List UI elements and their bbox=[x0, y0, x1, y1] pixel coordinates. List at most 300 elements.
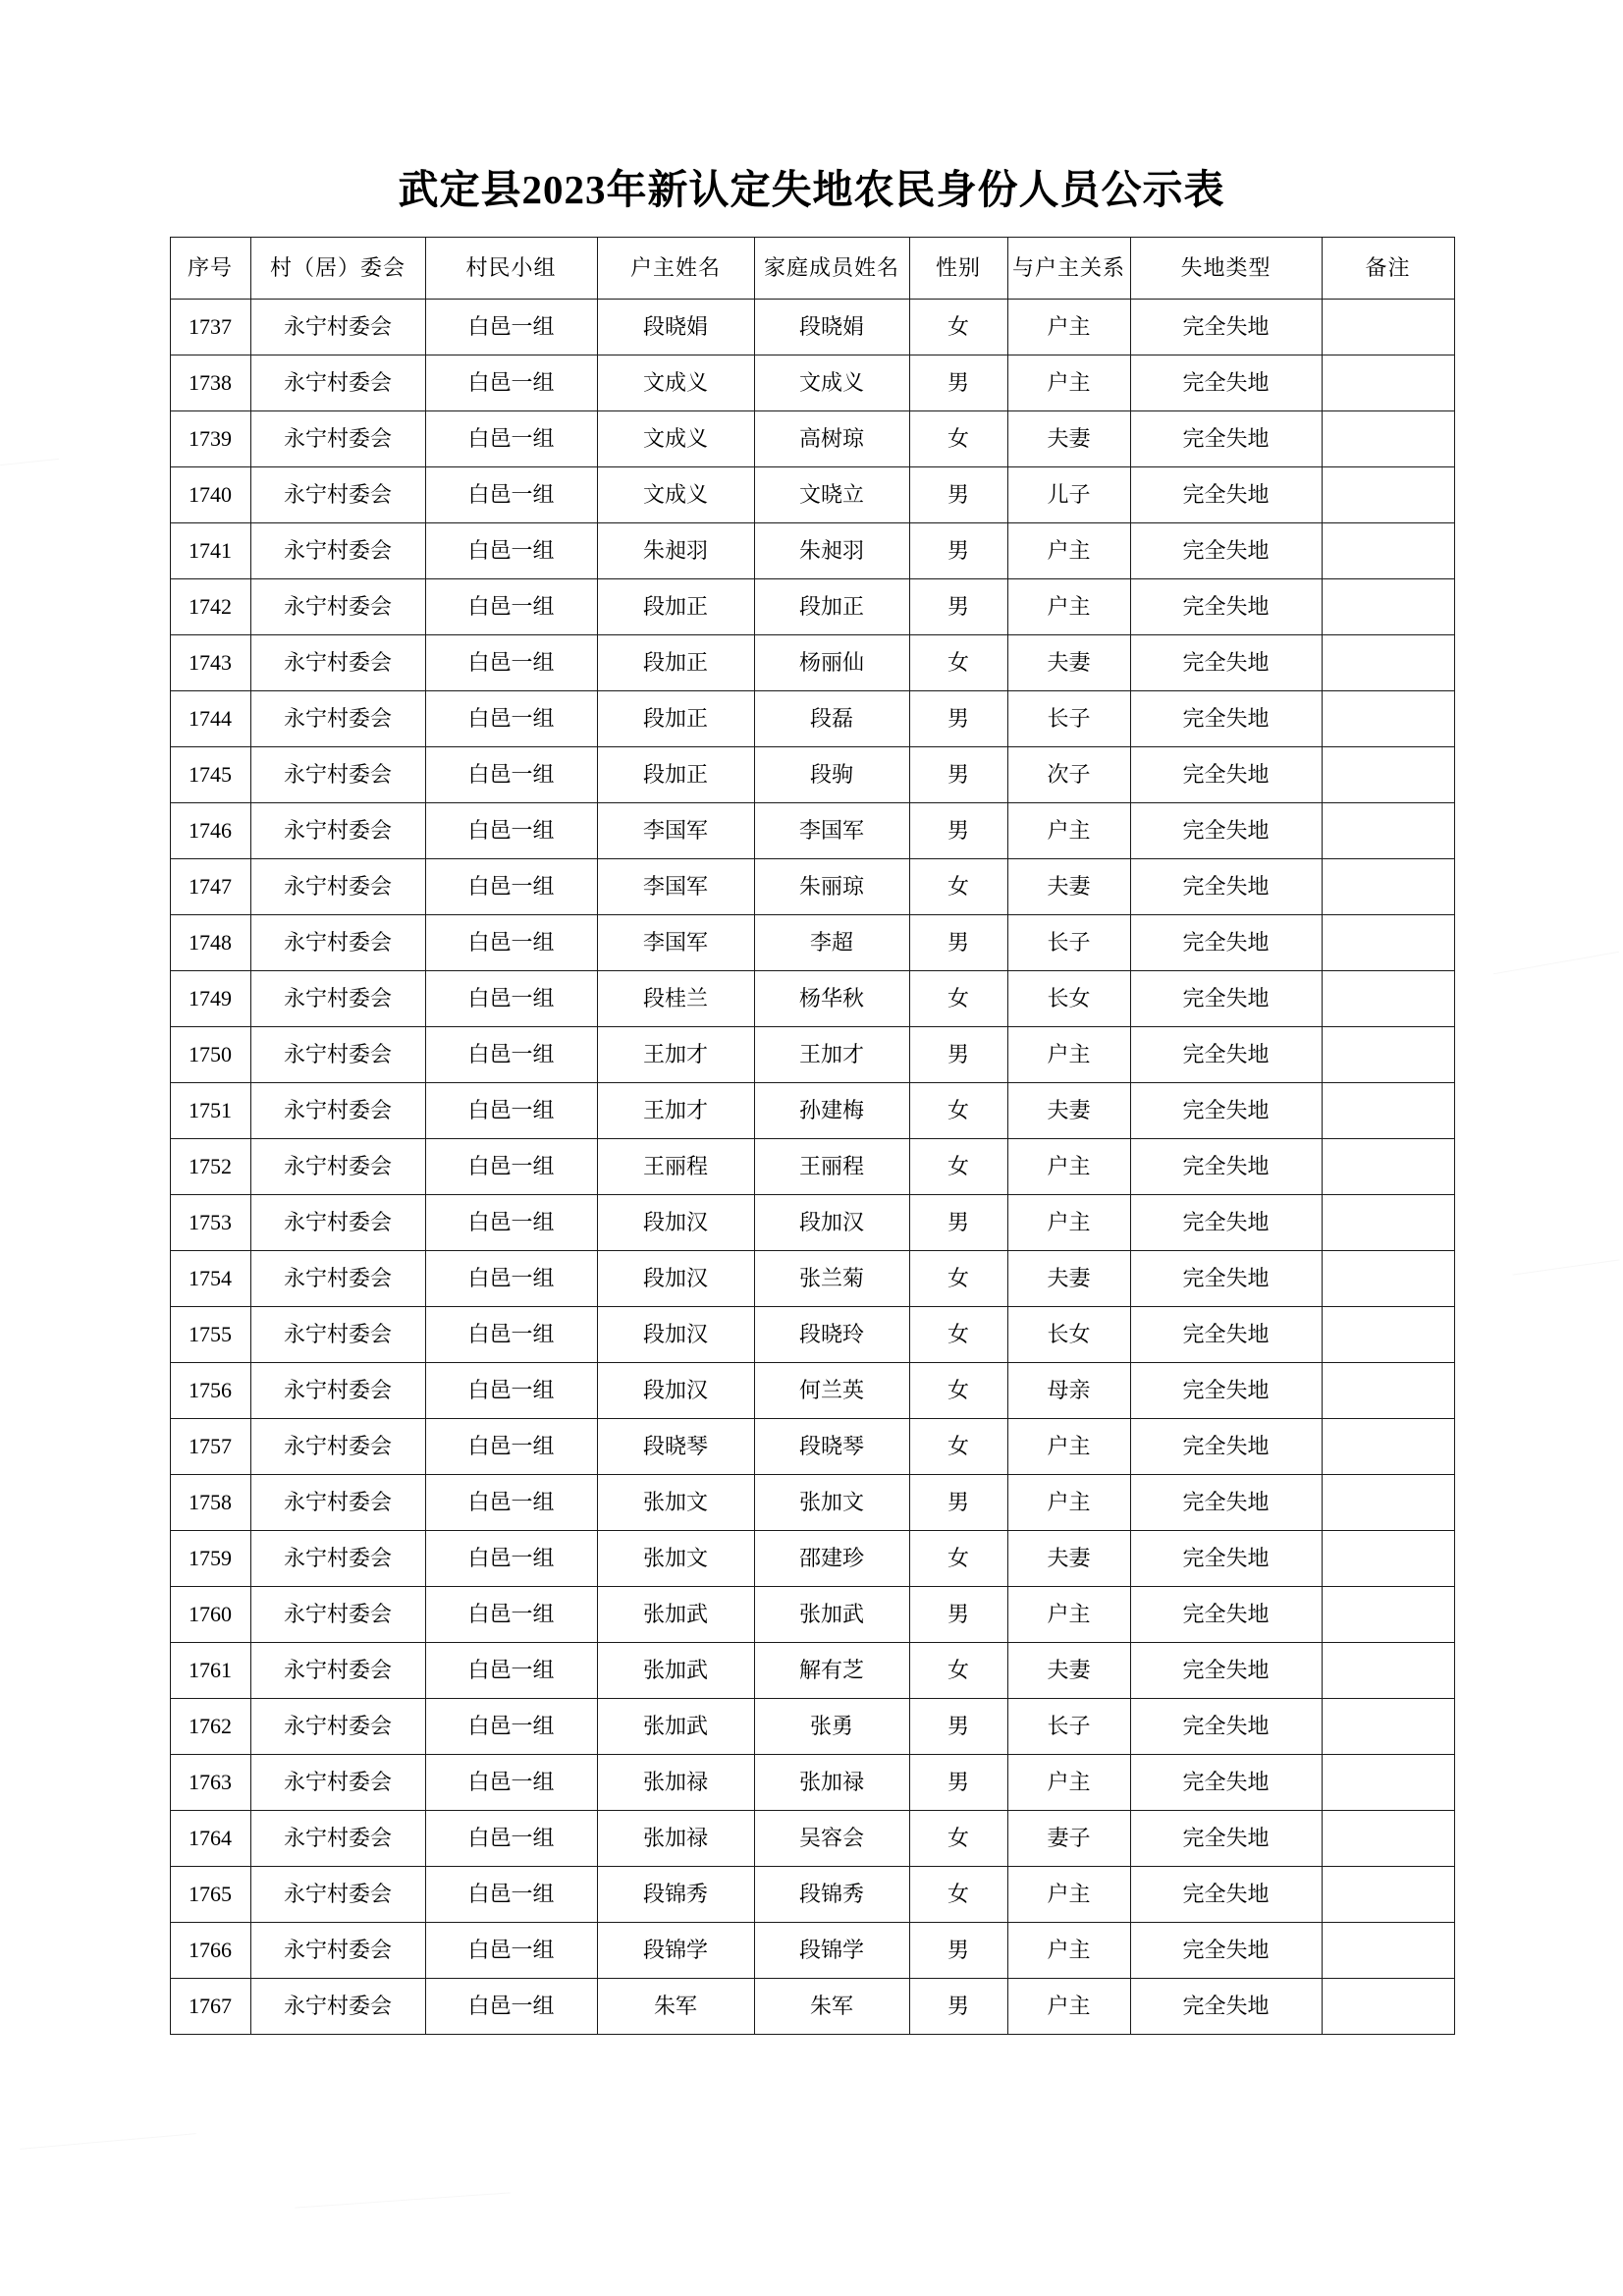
cell-remark bbox=[1322, 1195, 1454, 1251]
cell-village: 永宁村委会 bbox=[250, 803, 425, 859]
cell-remark bbox=[1322, 1867, 1454, 1923]
cell-village: 永宁村委会 bbox=[250, 1419, 425, 1475]
cell-index: 1743 bbox=[170, 635, 250, 691]
cell-landloss-type: 完全失地 bbox=[1130, 1419, 1322, 1475]
cell-landloss-type: 完全失地 bbox=[1130, 1195, 1322, 1251]
cell-village: 永宁村委会 bbox=[250, 1811, 425, 1867]
cell-group: 白邑一组 bbox=[425, 1531, 597, 1587]
table-row bbox=[170, 1195, 1454, 1251]
cell-landloss-type: 完全失地 bbox=[1130, 1307, 1322, 1363]
cell-member: 杨华秋 bbox=[754, 971, 909, 1027]
cell-group: 白邑一组 bbox=[425, 691, 597, 747]
cell-village: 永宁村委会 bbox=[250, 523, 425, 579]
cell-member: 段驹 bbox=[754, 747, 909, 803]
table-row bbox=[170, 915, 1454, 971]
cell-village: 永宁村委会 bbox=[250, 1643, 425, 1699]
cell-gender: 男 bbox=[909, 579, 1007, 635]
cell-group: 白邑一组 bbox=[425, 1923, 597, 1979]
cell-member: 张加文 bbox=[754, 1475, 909, 1531]
cell-village: 永宁村委会 bbox=[250, 1139, 425, 1195]
column-header-remark: 备注 bbox=[1322, 238, 1454, 300]
cell-relation: 户主 bbox=[1007, 579, 1130, 635]
table-row bbox=[170, 1587, 1454, 1643]
table-row bbox=[170, 691, 1454, 747]
cell-village: 永宁村委会 bbox=[250, 1307, 425, 1363]
cell-householder: 段加正 bbox=[597, 691, 754, 747]
cell-householder: 李国军 bbox=[597, 915, 754, 971]
cell-relation: 夫妻 bbox=[1007, 1531, 1130, 1587]
column-header-gender: 性别 bbox=[909, 238, 1007, 300]
cell-landloss-type: 完全失地 bbox=[1130, 355, 1322, 411]
cell-remark bbox=[1322, 1811, 1454, 1867]
cell-gender: 男 bbox=[909, 747, 1007, 803]
column-header-village: 村（居）委会 bbox=[250, 238, 425, 300]
cell-group: 白邑一组 bbox=[425, 1251, 597, 1307]
cell-relation: 户主 bbox=[1007, 1139, 1130, 1195]
cell-householder: 张加文 bbox=[597, 1531, 754, 1587]
table-row bbox=[170, 411, 1454, 467]
cell-gender: 女 bbox=[909, 1363, 1007, 1419]
cell-landloss-type: 完全失地 bbox=[1130, 1811, 1322, 1867]
table-header bbox=[170, 238, 1454, 300]
cell-gender: 女 bbox=[909, 859, 1007, 915]
cell-landloss-type: 完全失地 bbox=[1130, 859, 1322, 915]
cell-landloss-type: 完全失地 bbox=[1130, 1643, 1322, 1699]
table-row bbox=[170, 355, 1454, 411]
cell-member: 朱军 bbox=[754, 1979, 909, 2035]
cell-relation: 户主 bbox=[1007, 1979, 1130, 2035]
cell-relation: 户主 bbox=[1007, 523, 1130, 579]
cell-relation: 户主 bbox=[1007, 1867, 1130, 1923]
cell-group: 白邑一组 bbox=[425, 1699, 597, 1755]
cell-gender: 女 bbox=[909, 1531, 1007, 1587]
cell-householder: 段晓娟 bbox=[597, 300, 754, 355]
cell-relation: 长女 bbox=[1007, 971, 1130, 1027]
cell-landloss-type: 完全失地 bbox=[1130, 1083, 1322, 1139]
cell-group: 白邑一组 bbox=[425, 523, 597, 579]
landless-farmers-table bbox=[170, 237, 1455, 2035]
cell-landloss-type: 完全失地 bbox=[1130, 579, 1322, 635]
table-row bbox=[170, 1307, 1454, 1363]
table-row bbox=[170, 1363, 1454, 1419]
cell-gender: 女 bbox=[909, 1811, 1007, 1867]
page-title: 武定县2023年新认定失地农民身份人员公示表 bbox=[398, 167, 1225, 212]
cell-index: 1744 bbox=[170, 691, 250, 747]
cell-group: 白邑一组 bbox=[425, 1363, 597, 1419]
cell-relation: 户主 bbox=[1007, 1195, 1130, 1251]
cell-village: 永宁村委会 bbox=[250, 1083, 425, 1139]
cell-group: 白邑一组 bbox=[425, 1195, 597, 1251]
cell-landloss-type: 完全失地 bbox=[1130, 300, 1322, 355]
cell-relation: 长子 bbox=[1007, 691, 1130, 747]
cell-landloss-type: 完全失地 bbox=[1130, 915, 1322, 971]
cell-relation: 次子 bbox=[1007, 747, 1130, 803]
cell-householder: 李国军 bbox=[597, 803, 754, 859]
cell-index: 1748 bbox=[170, 915, 250, 971]
cell-gender: 男 bbox=[909, 1755, 1007, 1811]
cell-remark bbox=[1322, 635, 1454, 691]
cell-group: 白邑一组 bbox=[425, 1755, 597, 1811]
cell-gender: 男 bbox=[909, 1027, 1007, 1083]
cell-householder: 张加武 bbox=[597, 1699, 754, 1755]
cell-relation: 户主 bbox=[1007, 1923, 1130, 1979]
cell-gender: 男 bbox=[909, 803, 1007, 859]
cell-householder: 张加文 bbox=[597, 1475, 754, 1531]
cell-index: 1739 bbox=[170, 411, 250, 467]
cell-member: 段加正 bbox=[754, 579, 909, 635]
table-row bbox=[170, 1867, 1454, 1923]
table-row bbox=[170, 467, 1454, 523]
cell-index: 1747 bbox=[170, 859, 250, 915]
cell-index: 1757 bbox=[170, 1419, 250, 1475]
cell-village: 永宁村委会 bbox=[250, 691, 425, 747]
cell-remark bbox=[1322, 1475, 1454, 1531]
cell-index: 1745 bbox=[170, 747, 250, 803]
table-row bbox=[170, 1139, 1454, 1195]
cell-village: 永宁村委会 bbox=[250, 1587, 425, 1643]
cell-index: 1738 bbox=[170, 355, 250, 411]
cell-householder: 文成义 bbox=[597, 355, 754, 411]
cell-member: 李国军 bbox=[754, 803, 909, 859]
cell-group: 白邑一组 bbox=[425, 1419, 597, 1475]
cell-member: 段晓玲 bbox=[754, 1307, 909, 1363]
cell-group: 白邑一组 bbox=[425, 579, 597, 635]
cell-index: 1761 bbox=[170, 1643, 250, 1699]
cell-gender: 女 bbox=[909, 300, 1007, 355]
column-header-member: 家庭成员姓名 bbox=[754, 238, 909, 300]
cell-group: 白邑一组 bbox=[425, 1027, 597, 1083]
cell-village: 永宁村委会 bbox=[250, 411, 425, 467]
cell-landloss-type: 完全失地 bbox=[1130, 1587, 1322, 1643]
cell-gender: 男 bbox=[909, 691, 1007, 747]
cell-landloss-type: 完全失地 bbox=[1130, 1979, 1322, 2035]
cell-village: 永宁村委会 bbox=[250, 1363, 425, 1419]
cell-group: 白邑一组 bbox=[425, 1867, 597, 1923]
table-row bbox=[170, 1531, 1454, 1587]
cell-householder: 张加武 bbox=[597, 1643, 754, 1699]
cell-member: 段加汉 bbox=[754, 1195, 909, 1251]
cell-village: 永宁村委会 bbox=[250, 1699, 425, 1755]
cell-gender: 女 bbox=[909, 1251, 1007, 1307]
table-row bbox=[170, 635, 1454, 691]
cell-member: 文成义 bbox=[754, 355, 909, 411]
cell-householder: 张加武 bbox=[597, 1587, 754, 1643]
cell-index: 1762 bbox=[170, 1699, 250, 1755]
cell-gender: 男 bbox=[909, 1979, 1007, 2035]
cell-member: 吴容会 bbox=[754, 1811, 909, 1867]
table-row bbox=[170, 1419, 1454, 1475]
table-row bbox=[170, 1083, 1454, 1139]
table-header-row bbox=[170, 238, 1454, 300]
cell-gender: 男 bbox=[909, 1475, 1007, 1531]
cell-remark bbox=[1322, 691, 1454, 747]
cell-index: 1752 bbox=[170, 1139, 250, 1195]
cell-remark bbox=[1322, 523, 1454, 579]
cell-relation: 夫妻 bbox=[1007, 1643, 1130, 1699]
table-row bbox=[170, 1979, 1454, 2035]
cell-householder: 张加禄 bbox=[597, 1755, 754, 1811]
cell-village: 永宁村委会 bbox=[250, 1923, 425, 1979]
cell-group: 白邑一组 bbox=[425, 915, 597, 971]
cell-village: 永宁村委会 bbox=[250, 1195, 425, 1251]
cell-remark bbox=[1322, 579, 1454, 635]
cell-remark bbox=[1322, 355, 1454, 411]
table-row bbox=[170, 1811, 1454, 1867]
cell-group: 白邑一组 bbox=[425, 859, 597, 915]
cell-index: 1749 bbox=[170, 971, 250, 1027]
cell-index: 1737 bbox=[170, 300, 250, 355]
cell-householder: 段加正 bbox=[597, 635, 754, 691]
cell-remark bbox=[1322, 1139, 1454, 1195]
cell-village: 永宁村委会 bbox=[250, 915, 425, 971]
cell-relation: 户主 bbox=[1007, 803, 1130, 859]
cell-gender: 女 bbox=[909, 1419, 1007, 1475]
table-row bbox=[170, 1923, 1454, 1979]
cell-remark bbox=[1322, 971, 1454, 1027]
cell-remark bbox=[1322, 1699, 1454, 1755]
cell-index: 1755 bbox=[170, 1307, 250, 1363]
cell-group: 白邑一组 bbox=[425, 803, 597, 859]
table-row bbox=[170, 803, 1454, 859]
cell-member: 文晓立 bbox=[754, 467, 909, 523]
cell-householder: 段桂兰 bbox=[597, 971, 754, 1027]
cell-householder: 文成义 bbox=[597, 411, 754, 467]
cell-member: 李超 bbox=[754, 915, 909, 971]
cell-householder: 段加正 bbox=[597, 579, 754, 635]
cell-village: 永宁村委会 bbox=[250, 579, 425, 635]
cell-remark bbox=[1322, 1419, 1454, 1475]
cell-landloss-type: 完全失地 bbox=[1130, 747, 1322, 803]
column-header-index: 序号 bbox=[170, 238, 250, 300]
cell-index: 1740 bbox=[170, 467, 250, 523]
cell-gender: 男 bbox=[909, 467, 1007, 523]
cell-remark bbox=[1322, 1363, 1454, 1419]
cell-gender: 男 bbox=[909, 915, 1007, 971]
cell-member: 段锦秀 bbox=[754, 1867, 909, 1923]
table-row bbox=[170, 859, 1454, 915]
cell-member: 邵建珍 bbox=[754, 1531, 909, 1587]
table-row bbox=[170, 1475, 1454, 1531]
cell-member: 段晓娟 bbox=[754, 300, 909, 355]
cell-householder: 段加正 bbox=[597, 747, 754, 803]
cell-member: 段磊 bbox=[754, 691, 909, 747]
cell-village: 永宁村委会 bbox=[250, 1755, 425, 1811]
table-row bbox=[170, 1643, 1454, 1699]
column-header-group: 村民小组 bbox=[425, 238, 597, 300]
cell-group: 白邑一组 bbox=[425, 1307, 597, 1363]
cell-relation: 户主 bbox=[1007, 1587, 1130, 1643]
cell-relation: 户主 bbox=[1007, 300, 1130, 355]
cell-index: 1760 bbox=[170, 1587, 250, 1643]
cell-index: 1759 bbox=[170, 1531, 250, 1587]
cell-remark bbox=[1322, 1643, 1454, 1699]
cell-remark bbox=[1322, 467, 1454, 523]
cell-householder: 朱军 bbox=[597, 1979, 754, 2035]
cell-index: 1746 bbox=[170, 803, 250, 859]
cell-village: 永宁村委会 bbox=[250, 1979, 425, 2035]
cell-householder: 王丽程 bbox=[597, 1139, 754, 1195]
cell-index: 1756 bbox=[170, 1363, 250, 1419]
cell-landloss-type: 完全失地 bbox=[1130, 1531, 1322, 1587]
cell-relation: 长子 bbox=[1007, 915, 1130, 971]
cell-index: 1764 bbox=[170, 1811, 250, 1867]
cell-remark bbox=[1322, 859, 1454, 915]
cell-gender: 男 bbox=[909, 1587, 1007, 1643]
column-header-landloss-type: 失地类型 bbox=[1130, 238, 1322, 300]
cell-index: 1754 bbox=[170, 1251, 250, 1307]
cell-gender: 男 bbox=[909, 1923, 1007, 1979]
table-row bbox=[170, 1251, 1454, 1307]
cell-gender: 男 bbox=[909, 1699, 1007, 1755]
cell-member: 张加禄 bbox=[754, 1755, 909, 1811]
cell-remark bbox=[1322, 1531, 1454, 1587]
cell-group: 白邑一组 bbox=[425, 1643, 597, 1699]
cell-remark bbox=[1322, 803, 1454, 859]
cell-index: 1767 bbox=[170, 1979, 250, 2035]
cell-member: 高树琼 bbox=[754, 411, 909, 467]
cell-householder: 段加汉 bbox=[597, 1307, 754, 1363]
cell-member: 张兰菊 bbox=[754, 1251, 909, 1307]
table-row bbox=[170, 971, 1454, 1027]
cell-group: 白邑一组 bbox=[425, 467, 597, 523]
cell-member: 王加才 bbox=[754, 1027, 909, 1083]
cell-landloss-type: 完全失地 bbox=[1130, 635, 1322, 691]
cell-landloss-type: 完全失地 bbox=[1130, 1363, 1322, 1419]
cell-member: 段晓琴 bbox=[754, 1419, 909, 1475]
cell-remark bbox=[1322, 300, 1454, 355]
cell-member: 朱丽琼 bbox=[754, 859, 909, 915]
cell-remark bbox=[1322, 1307, 1454, 1363]
cell-village: 永宁村委会 bbox=[250, 467, 425, 523]
cell-relation: 儿子 bbox=[1007, 467, 1130, 523]
cell-remark bbox=[1322, 915, 1454, 971]
cell-member: 王丽程 bbox=[754, 1139, 909, 1195]
cell-relation: 长子 bbox=[1007, 1699, 1130, 1755]
cell-householder: 段晓琴 bbox=[597, 1419, 754, 1475]
cell-remark bbox=[1322, 1755, 1454, 1811]
cell-index: 1763 bbox=[170, 1755, 250, 1811]
cell-relation: 户主 bbox=[1007, 1755, 1130, 1811]
cell-remark bbox=[1322, 411, 1454, 467]
cell-village: 永宁村委会 bbox=[250, 971, 425, 1027]
cell-village: 永宁村委会 bbox=[250, 1251, 425, 1307]
table-body bbox=[170, 300, 1454, 2035]
cell-remark bbox=[1322, 1251, 1454, 1307]
cell-gender: 女 bbox=[909, 635, 1007, 691]
cell-gender: 男 bbox=[909, 355, 1007, 411]
cell-index: 1765 bbox=[170, 1867, 250, 1923]
cell-relation: 户主 bbox=[1007, 1475, 1130, 1531]
cell-landloss-type: 完全失地 bbox=[1130, 971, 1322, 1027]
cell-landloss-type: 完全失地 bbox=[1130, 1475, 1322, 1531]
cell-householder: 段锦秀 bbox=[597, 1867, 754, 1923]
cell-group: 白邑一组 bbox=[425, 747, 597, 803]
cell-householder: 段锦学 bbox=[597, 1923, 754, 1979]
cell-gender: 男 bbox=[909, 1195, 1007, 1251]
cell-village: 永宁村委会 bbox=[250, 300, 425, 355]
cell-householder: 段加汉 bbox=[597, 1195, 754, 1251]
cell-village: 永宁村委会 bbox=[250, 635, 425, 691]
cell-remark bbox=[1322, 1083, 1454, 1139]
cell-village: 永宁村委会 bbox=[250, 1475, 425, 1531]
cell-relation: 户主 bbox=[1007, 355, 1130, 411]
cell-member: 杨丽仙 bbox=[754, 635, 909, 691]
cell-group: 白邑一组 bbox=[425, 1083, 597, 1139]
cell-member: 张加武 bbox=[754, 1587, 909, 1643]
cell-remark bbox=[1322, 1923, 1454, 1979]
cell-landloss-type: 完全失地 bbox=[1130, 1699, 1322, 1755]
cell-index: 1766 bbox=[170, 1923, 250, 1979]
table-container bbox=[170, 237, 1454, 2035]
cell-village: 永宁村委会 bbox=[250, 1867, 425, 1923]
cell-gender: 女 bbox=[909, 1083, 1007, 1139]
table-row bbox=[170, 1755, 1454, 1811]
cell-relation: 夫妻 bbox=[1007, 411, 1130, 467]
table-row bbox=[170, 579, 1454, 635]
cell-landloss-type: 完全失地 bbox=[1130, 467, 1322, 523]
cell-village: 永宁村委会 bbox=[250, 1531, 425, 1587]
cell-remark bbox=[1322, 1027, 1454, 1083]
cell-group: 白邑一组 bbox=[425, 1587, 597, 1643]
cell-gender: 女 bbox=[909, 1307, 1007, 1363]
cell-index: 1750 bbox=[170, 1027, 250, 1083]
cell-group: 白邑一组 bbox=[425, 635, 597, 691]
table-row bbox=[170, 523, 1454, 579]
cell-landloss-type: 完全失地 bbox=[1130, 1027, 1322, 1083]
table-row bbox=[170, 1699, 1454, 1755]
cell-village: 永宁村委会 bbox=[250, 1027, 425, 1083]
cell-member: 何兰英 bbox=[754, 1363, 909, 1419]
cell-group: 白邑一组 bbox=[425, 355, 597, 411]
cell-gender: 女 bbox=[909, 1139, 1007, 1195]
table-row bbox=[170, 747, 1454, 803]
cell-householder: 文成义 bbox=[597, 467, 754, 523]
cell-relation: 夫妻 bbox=[1007, 635, 1130, 691]
cell-householder: 王加才 bbox=[597, 1083, 754, 1139]
cell-householder: 李国军 bbox=[597, 859, 754, 915]
cell-group: 白邑一组 bbox=[425, 1139, 597, 1195]
cell-gender: 女 bbox=[909, 411, 1007, 467]
cell-landloss-type: 完全失地 bbox=[1130, 1251, 1322, 1307]
cell-landloss-type: 完全失地 bbox=[1130, 1139, 1322, 1195]
cell-index: 1742 bbox=[170, 579, 250, 635]
cell-remark bbox=[1322, 1587, 1454, 1643]
cell-group: 白邑一组 bbox=[425, 300, 597, 355]
cell-relation: 母亲 bbox=[1007, 1363, 1130, 1419]
cell-gender: 女 bbox=[909, 1867, 1007, 1923]
cell-group: 白邑一组 bbox=[425, 1811, 597, 1867]
cell-relation: 户主 bbox=[1007, 1027, 1130, 1083]
cell-relation: 户主 bbox=[1007, 1419, 1130, 1475]
cell-member: 孙建梅 bbox=[754, 1083, 909, 1139]
column-header-relation: 与户主关系 bbox=[1007, 238, 1130, 300]
cell-landloss-type: 完全失地 bbox=[1130, 1755, 1322, 1811]
cell-landloss-type: 完全失地 bbox=[1130, 523, 1322, 579]
cell-relation: 长女 bbox=[1007, 1307, 1130, 1363]
cell-group: 白邑一组 bbox=[425, 411, 597, 467]
cell-householder: 王加才 bbox=[597, 1027, 754, 1083]
cell-relation: 夫妻 bbox=[1007, 1083, 1130, 1139]
cell-member: 解有芝 bbox=[754, 1643, 909, 1699]
cell-village: 永宁村委会 bbox=[250, 747, 425, 803]
table-row bbox=[170, 1027, 1454, 1083]
cell-landloss-type: 完全失地 bbox=[1130, 803, 1322, 859]
cell-remark bbox=[1322, 1979, 1454, 2035]
cell-relation: 妻子 bbox=[1007, 1811, 1130, 1867]
cell-group: 白邑一组 bbox=[425, 1475, 597, 1531]
cell-householder: 张加禄 bbox=[597, 1811, 754, 1867]
cell-member: 段锦学 bbox=[754, 1923, 909, 1979]
